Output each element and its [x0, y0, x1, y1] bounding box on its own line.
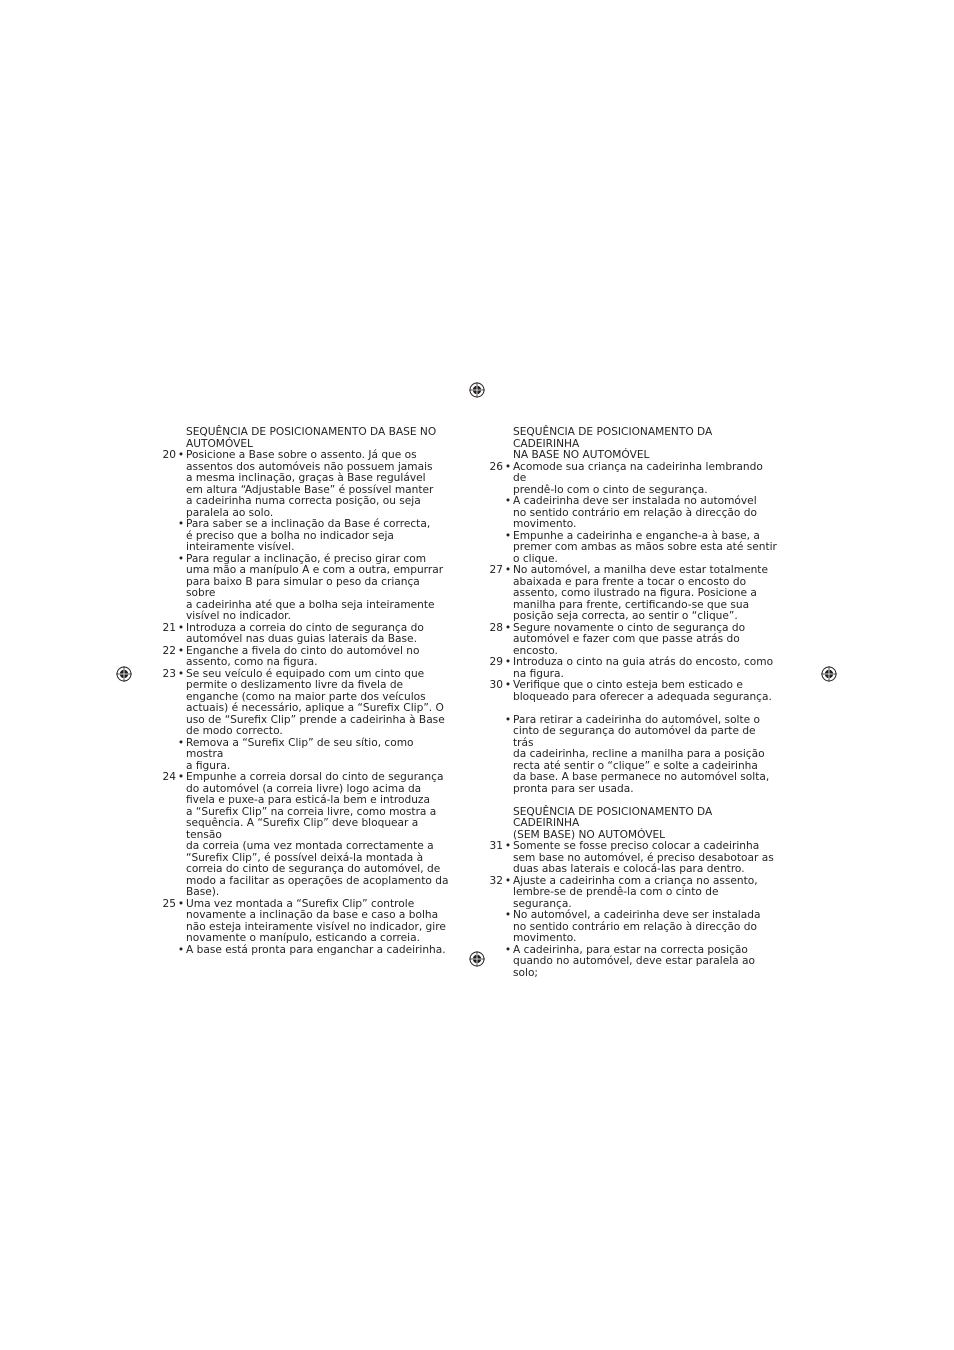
- bullet: •: [177, 518, 185, 530]
- item-text: A cadeirinha deve ser instalada no automóvel no sentido contrário em relação à direcção do movimento.: [513, 495, 757, 530]
- bullet: •: [504, 529, 512, 542]
- registration-mark-icon: [469, 382, 485, 398]
- step-number: [150, 554, 176, 623]
- bullet: •: [504, 713, 512, 726]
- list-item: [150, 646, 450, 669]
- item-text: Para retirar a cadeirinha do automóvel, solte o cinto de segurança do automóvel da parte de trás da cadeirinha, recline a manilha para a posição recta até sentir o “clique” e solte a cadeirinha da base. A base permanece no automóvel solta, pronta para ser usada.: [513, 713, 770, 795]
- item-text: Para regular a inclinação, é preciso girar com uma mão a manípulo A e com a outra, empurrar para baixo B para simular o peso da criança sobre a cadeirinha até que a bolha seja inteiramente visível no indicador.: [186, 552, 444, 622]
- item-text: Posicione a Base sobre o assento. Já que os assentos dos automóveis não possuem jamais a mesma inclinação, graças à Base regulável em altura “Adjustable Base” é possível manter a cadeirinha numa correcta posição, ou seja paralela ao solo.: [186, 449, 434, 519]
- right-column: [477, 427, 777, 979]
- step-number: 30: [489, 679, 503, 691]
- registration-mark-icon: [116, 666, 132, 682]
- spacer: [477, 795, 777, 807]
- step-number: 20: [162, 449, 176, 461]
- step-number: 26: [489, 460, 503, 473]
- bullet: •: [504, 909, 512, 921]
- step-number: [477, 910, 503, 945]
- list-item: [150, 519, 450, 554]
- step-number: 23: [162, 667, 176, 680]
- item-text: Uma vez montada a “Surefix Clip” controle novamente a inclinação da base e caso a bolha não esteja inteiramente visível no indicador, gire novamente o manípulo, esticando a correia.: [186, 897, 446, 944]
- step-number: [150, 945, 176, 957]
- list-item: [150, 772, 450, 899]
- list-item: [477, 841, 777, 876]
- list-item: [150, 554, 450, 623]
- bullet: •: [504, 943, 512, 956]
- section-heading: SEQUÊNCIA DE POSICIONAMENTO DA CADEIRINHA NA BASE NO AUTOMÓVEL: [513, 426, 713, 461]
- item-text: Enganche a fivela do cinto do automóvel no assento, como na figura.: [186, 644, 420, 668]
- step-number: [477, 715, 503, 796]
- step-number: 31: [489, 840, 503, 852]
- item-text: Introduza o cinto na guia atrás do encosto, como na figura.: [513, 656, 774, 680]
- bullet: •: [177, 449, 185, 461]
- left-column: [150, 427, 450, 956]
- item-text: Acomode sua criança na cadeirinha lembrando de prendê-lo com o cinto de segurança.: [513, 460, 763, 496]
- bullet: •: [177, 771, 185, 783]
- bullet: •: [177, 943, 185, 956]
- bullet: •: [177, 644, 185, 657]
- item-text: Para saber se a inclinação da Base é correcta, é preciso que a bolha no indicador seja inteiramente visível.: [186, 518, 431, 553]
- list-item: [150, 669, 450, 738]
- list-item: [477, 531, 777, 566]
- section-heading: SEQUÊNCIA DE POSICIONAMENTO DA CADEIRINHA (SEM BASE) NO AUTOMÓVEL: [513, 805, 713, 841]
- bullet: •: [177, 552, 185, 565]
- list-item: [150, 899, 450, 945]
- item-text: No automóvel, a manilha deve estar totalmente abaixada e para frente a tocar o encosto do assento, como ilustrado na figura. Posicione a manilha para frente, certificando-se que sua posição seja correcta, ao sentir o “clique”.: [513, 564, 768, 622]
- bullet: •: [504, 874, 512, 887]
- list-item: [477, 910, 777, 945]
- item-text: Empunhe a cadeirinha e enganche-a à base, a premer com ambas as mãos sobre esta até sentir o clique.: [513, 529, 777, 565]
- item-text: A cadeirinha, para estar na correcta posição quando no automóvel, deve estar paralela ao solo;: [513, 943, 755, 979]
- bullet: •: [504, 656, 512, 668]
- list-item: [477, 565, 777, 623]
- step-number: [477, 496, 503, 531]
- list-item: [477, 623, 777, 658]
- item-text: Introduza a correia do cinto de segurança do automóvel nas duas guias laterais da Base.: [186, 621, 424, 645]
- step-number: [150, 738, 176, 773]
- item-text: Empunhe a correia dorsal do cinto de segurança do automóvel (a correia livre) logo acima da fivela e puxe-a para esticá-la bem e introduza a “Surefix Clip” na correia livre, como mostra a sequência. A “Surefix Clip” deve bloquear a tensão da correia (uma vez montada correctamente a “Surefix Clip”, é possível deixá-la montada à correia do cinto de segurança do automóvel, de modo a facilitar as operações de acoplamento da Base).: [186, 771, 449, 898]
- bullet: •: [177, 736, 185, 749]
- item-text: Verifique que o cinto esteja bem esticado e bloqueado para oferecer a adequada segurança.: [513, 679, 772, 703]
- bullet: •: [177, 897, 185, 910]
- step-number: 21: [162, 621, 176, 634]
- step-number: 22: [162, 644, 176, 657]
- list-item: [477, 496, 777, 531]
- list-item: [477, 657, 777, 680]
- bullet: •: [177, 621, 185, 634]
- step-number: [150, 519, 176, 554]
- list-item: [477, 876, 777, 911]
- list-item: [477, 462, 777, 497]
- bullet: •: [504, 564, 512, 576]
- registration-mark-icon: [821, 666, 837, 682]
- bullet: •: [504, 840, 512, 852]
- list-item: [150, 945, 450, 957]
- item-text: Somente se fosse preciso colocar a cadeirinha sem base no automóvel, é preciso desabotoar as duas abas laterais e colocá-las para dentro.: [513, 840, 774, 875]
- bullet: •: [504, 495, 512, 507]
- item-text: No automóvel, a cadeirinha deve ser instalada no sentido contrário em relação à direcção do movimento.: [513, 909, 761, 944]
- bullet: •: [504, 460, 512, 473]
- step-number: 28: [489, 621, 503, 634]
- section-heading: SEQUÊNCIA DE POSICIONAMENTO DA BASE NO AUTOMÓVEL: [186, 426, 437, 450]
- list-item: [150, 623, 450, 646]
- bullet: •: [177, 667, 185, 680]
- step-number: 32: [489, 874, 503, 887]
- item-text: Remova a “Surefix Clip” de seu sítio, como mostra a figura.: [186, 736, 414, 772]
- step-number: [477, 531, 503, 566]
- item-text: Ajuste a cadeirinha com a criança no assento, lembre-se de prendê-la com o cinto de segurança.: [513, 874, 758, 910]
- item-text: Se seu veículo é equipado com um cinto que permite o deslizamento livre da fivela de enganche (como na maior parte dos veículos actuais) é necessário, aplique a “Surefix Clip”. O uso de “Surefix Clip” prende a cadeirinha à Base de modo correcto.: [186, 667, 445, 737]
- list-item: [477, 680, 777, 703]
- list-item: [477, 715, 777, 796]
- step-number: [477, 945, 503, 980]
- list-item: [150, 450, 450, 519]
- list-item: [150, 738, 450, 773]
- bullet: •: [504, 679, 512, 691]
- step-number: 24: [162, 771, 176, 783]
- spacer: [477, 703, 777, 715]
- list-item: [477, 945, 777, 980]
- bullet: •: [504, 621, 512, 634]
- step-number: 29: [489, 656, 503, 668]
- step-number: 25: [162, 897, 176, 910]
- item-text: A base está pronta para enganchar a cadeirinha.: [186, 943, 446, 956]
- step-number: 27: [489, 564, 503, 576]
- item-text: Segure novamente o cinto de segurança do automóvel e fazer com que passe atrás do encosto.: [513, 621, 746, 657]
